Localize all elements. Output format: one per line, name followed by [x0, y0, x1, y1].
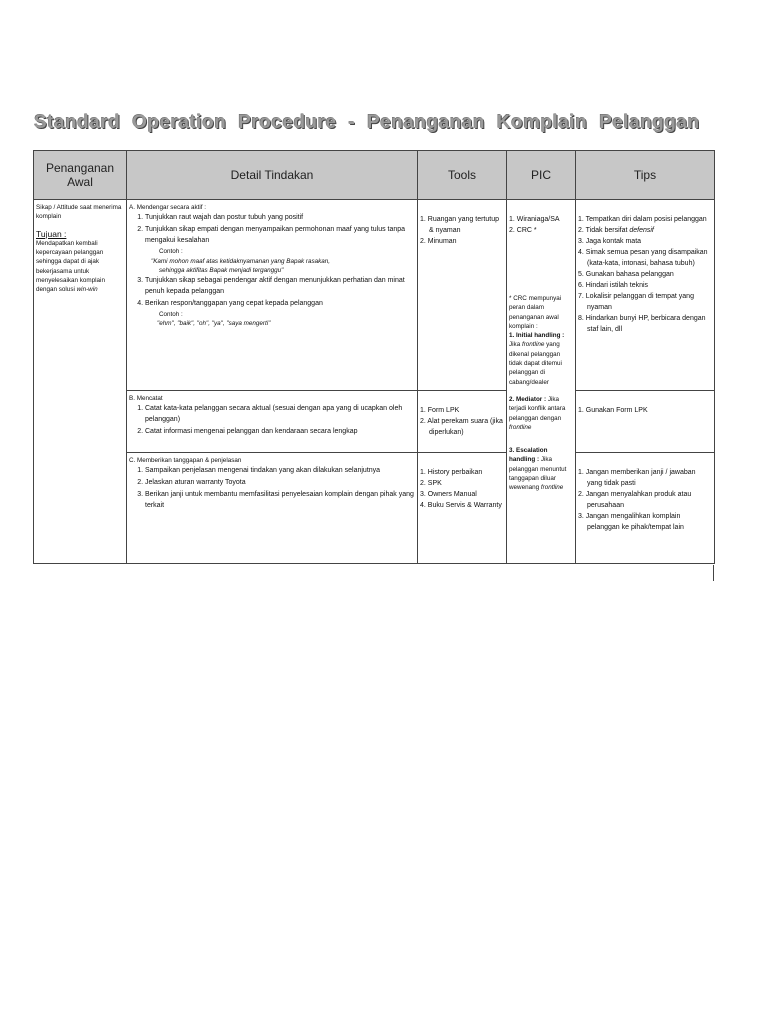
- contoh-quote-1: "Kami mohon maaf atas ketidaknyamanan yang Bapak rasakan,: [151, 257, 331, 265]
- contoh-label-2: Contoh :: [159, 311, 183, 319]
- section-a-item-2: 2. Tunjukkan sikap empati dengan menyampaikan permohonan maaf yang tulus tanpa mengakui kesalahan: [145, 224, 415, 246]
- tips-c-3: 3. Jangan mengalihkan komplain pelanggan ke pihak/tempat lain: [578, 513, 684, 531]
- cell-tips-c: [576, 453, 715, 564]
- header-tips: Tips: [576, 151, 715, 200]
- cell-detail-b: [127, 391, 418, 453]
- section-c-item-2: 2. Jelaskan aturan warranty Toyota: [145, 477, 415, 488]
- tools-a-1: 1. Ruangan yang tertutup & nyaman: [420, 216, 500, 234]
- escalation-handling: 3. Escalation handling : Jika pelanggan menuntut tanggapan diluar wewenang frontline: [509, 447, 567, 492]
- cell-detail-c: [127, 453, 418, 564]
- tips-a-2: 2. Tidak bersifat defensif: [578, 227, 654, 234]
- contoh-label: Contoh :: [159, 248, 183, 256]
- tujuan-text: Mendapatkan kembali kepercayaan pelanggan sehingga dapat di ajak bekerjasama untuk menyelesaikan komplain dengan solusi win-win: [36, 239, 105, 294]
- tools-c-4: 4. Buku Servis & Warranty: [420, 502, 502, 509]
- section-b-item-1: 1. Catat kata-kata pelanggan secara aktual (sesuai dengan apa yang di ucapkan oleh pelanggan): [145, 403, 415, 425]
- sop-table: [33, 150, 714, 564]
- header-tools: Tools: [418, 151, 507, 200]
- tips-a-5: 5. Gunakan bahasa pelanggan: [578, 271, 674, 278]
- section-a-item-4: 4. Berikan respon/tanggapan yang cepat kepada pelanggan: [145, 298, 415, 309]
- cell-pic: [507, 200, 576, 564]
- tips-c-1: 1. Jangan memberikan janji / jawaban yang tidak pasti: [578, 469, 696, 487]
- tips-a-8: 8. Hindarkan bunyi HP, berbicara dengan staf lain, dll: [578, 315, 706, 333]
- contoh-quote-2: sehingga aktifitas Bapak menjadi terganggu": [159, 266, 284, 274]
- section-b-item-2: 2. Catat informasi mengenai pelanggan dan kendaraan secara lengkap: [145, 426, 415, 437]
- initial-handling: 1. Initial handling : Jika frontline yang dikenal pelanggan tidak dapat ditemui pelanggan di cabang/dealer: [509, 332, 565, 386]
- cell-tools-b: [418, 391, 507, 453]
- cell-tips-b: [576, 391, 715, 453]
- pic-2: 2. CRC *: [509, 227, 537, 234]
- sikap-text: Sikap / Attitude saat menerima komplain: [36, 204, 122, 221]
- section-c-item-1: 1. Sampaikan penjelasan mengenai tindakan yang akan dilakukan selanjutnya: [145, 465, 415, 476]
- section-b-heading: B. Mencatat: [129, 395, 163, 402]
- tujuan-label: Tujuan :: [36, 228, 67, 239]
- row-mendengar: [34, 200, 715, 391]
- tools-a-2: 2. Minuman: [420, 238, 457, 245]
- section-a-item-1: 1. Tunjukkan raut wajah dan postur tubuh yang positif: [145, 212, 415, 223]
- tips-b-1: 1. Gunakan Form LPK: [578, 407, 648, 414]
- tips-a-3: 3. Jaga kontak mata: [578, 238, 642, 245]
- cell-tips-a: [576, 200, 715, 391]
- mediator: 2. Mediator : Jika terjadi konflik antara pelanggan dengan frontline: [509, 395, 566, 431]
- cell-tools-a: [418, 200, 507, 391]
- tips-c-2: 2. Jangan menyalahkan produk atau perusahaan: [578, 491, 692, 509]
- contoh-quote-3: "ehm", "baik", "oh", "ya", "saya mengerti": [157, 320, 271, 328]
- tools-c-1: 1. History perbaikan: [420, 469, 483, 476]
- section-a-item-3: 3. Tunjukkan sikap sebagai pendengar aktif dengan menunjukkan perhatian dan minat penuh kepada pelanggan: [145, 275, 415, 297]
- section-c-heading: C. Memberikan tanggapan & penjelasan: [129, 457, 242, 464]
- section-c-item-3: 3. Berikan janji untuk membantu memfasilitasi penyelesaian komplain dengan pihak yang terkait: [145, 489, 415, 511]
- page-title: Standard Operation Procedure - Penanganan Komplain Pelanggan: [34, 112, 700, 133]
- header-row: [34, 151, 715, 200]
- table-edge-line: [713, 565, 714, 581]
- row-mencatat: [34, 391, 715, 453]
- header-pic: PIC: [507, 151, 576, 200]
- tips-a-7: 7. Lokalisir pelanggan di tempat yang nyaman: [578, 293, 694, 311]
- pic-1: 1. Wiraniaga/SA: [509, 216, 560, 223]
- tools-c-2: 2. SPK: [420, 480, 442, 487]
- cell-tools-c: [418, 453, 507, 564]
- header-penanganan-awal: Penanganan Awal: [34, 151, 127, 200]
- section-a-heading: A. Mendengar secara aktif :: [129, 204, 207, 211]
- header-detail-tindakan: Detail Tindakan: [127, 151, 418, 200]
- tools-b-2: 2. Alat perekam suara (jika diperlukan): [420, 418, 503, 436]
- cell-penanganan-awal: [34, 200, 127, 564]
- cell-detail-a: [127, 200, 418, 391]
- tips-a-4: 4. Simak semua pesan yang disampaikan (kata-kata, intonasi, bahasa tubuh): [578, 249, 708, 267]
- tips-a-1: 1. Tempatkan diri dalam posisi pelanggan: [578, 216, 707, 223]
- row-tanggapan: [34, 453, 715, 564]
- tools-b-1: 1. Form LPK: [420, 407, 460, 414]
- tools-c-3: 3. Owners Manual: [420, 491, 477, 498]
- crc-note: * CRC mempunyai peran dalam penanganan awal komplain :: [509, 295, 562, 330]
- tips-a-6: 6. Hindari istilah teknis: [578, 282, 649, 289]
